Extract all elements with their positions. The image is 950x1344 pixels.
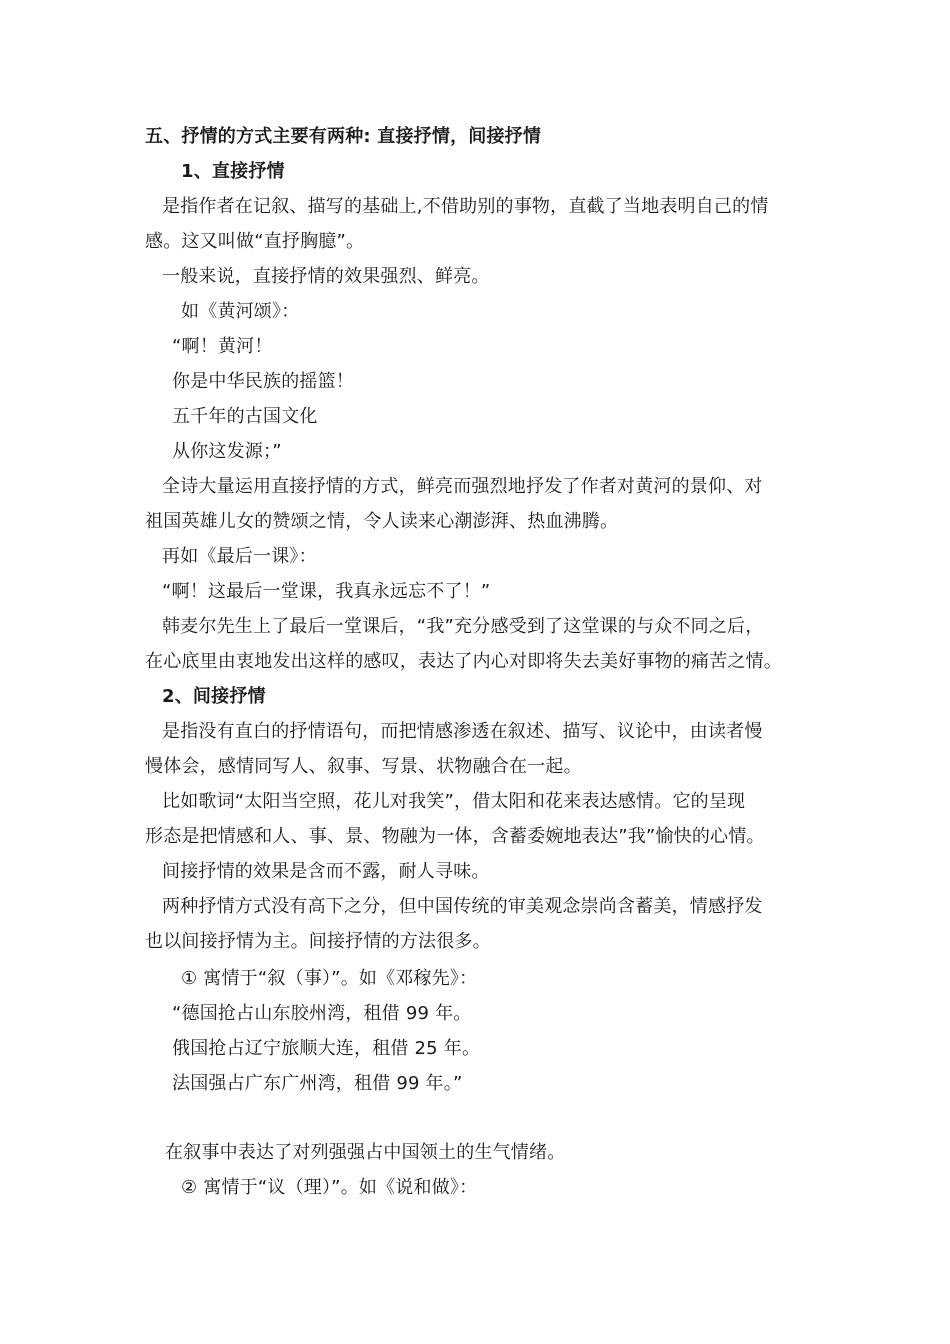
quote-line: 法国强占广东广州湾，租借 99 年。” xyxy=(172,1073,463,1094)
paragraph-line: 祖国英雄儿女的赞颂之情，令人读来心潮澎湃、热血沸腾。 xyxy=(145,511,619,532)
poem-line: 你是中华民族的摇篮！ xyxy=(172,371,354,392)
poem-line: “啊！黄河！ xyxy=(172,336,273,357)
paragraph-line: 感。这又叫做“直抒胸臆”。 xyxy=(145,231,365,252)
paragraph-line: 是指没有直白的抒情语句，而把情感渗透在叙述、描写、议论中，由读者慢 xyxy=(162,721,763,742)
paragraph-line: 全诗大量运用直接抒情的方式，鲜亮而强烈地抒发了作者对黄河的景仰、对 xyxy=(162,476,763,497)
paragraph-line: 在叙事中表达了对列强强占中国领土的生气情绪。 xyxy=(165,1142,566,1163)
paragraph-line: 两种抒情方式没有高下之分，但中国传统的审美观念崇尚含蓄美，情感抒发 xyxy=(162,896,763,917)
paragraph-line: 如《黄河颂》： xyxy=(181,301,300,322)
poem-line: 从你这发源；” xyxy=(172,441,282,462)
list-item: ① 寓情于“叙（事）”。如《邓稼先》： xyxy=(181,968,478,989)
paragraph-line: 也以间接抒情为主。间接抒情的方法很多。 xyxy=(145,931,491,952)
paragraph-line: 韩麦尔先生上了最后一堂课后，“我”充分感受到了这堂课的与众不同之后， xyxy=(162,616,764,637)
quote-line: “德国抢占山东胶州湾，租借 99 年。 xyxy=(172,1003,472,1024)
paragraph-line: 在心底里由衷地发出这样的感叹，表达了内心对即将失去美好事物的痛苦之情。 xyxy=(145,651,782,672)
paragraph-line: 形态是把情感和人、事、景、物融为一体，含蓄委婉地表达”我”愉快的心情。 xyxy=(145,826,765,847)
paragraph-line: 再如《最后一课》： xyxy=(162,546,317,567)
list-item: ② 寓情于“议（理）”。如《说和做》： xyxy=(181,1177,478,1198)
subheading-indirect: 2、间接抒情 xyxy=(162,686,266,707)
paragraph-line: 间接抒情的效果是含而不露，耐人寻味。 xyxy=(162,861,490,882)
subheading-direct: 1、直接抒情 xyxy=(181,161,285,182)
paragraph-line: 慢体会，感情同写人、叙事、写景、状物融合在一起。 xyxy=(145,756,582,777)
quote-line: “啊！这最后一堂课，我真永远忘不了！” xyxy=(162,581,491,602)
section-heading: 五、抒情的方式主要有两种: 直接抒情，间接抒情 xyxy=(145,126,542,147)
paragraph-line: 一般来说，直接抒情的效果强烈、鲜亮。 xyxy=(162,266,490,287)
paragraph-line: 比如歌词“太阳当空照，花儿对我笑”，借太阳和花来表达感情。它的呈现 xyxy=(162,791,746,812)
quote-line: 俄国抢占辽宁旅顺大连，租借 25 年。 xyxy=(172,1038,481,1059)
paragraph-line: 是指作者在记叙、描写的基础上,不借助别的事物，直截了当地表明自己的情 xyxy=(162,196,769,217)
poem-line: 五千年的古国文化 xyxy=(172,406,318,427)
